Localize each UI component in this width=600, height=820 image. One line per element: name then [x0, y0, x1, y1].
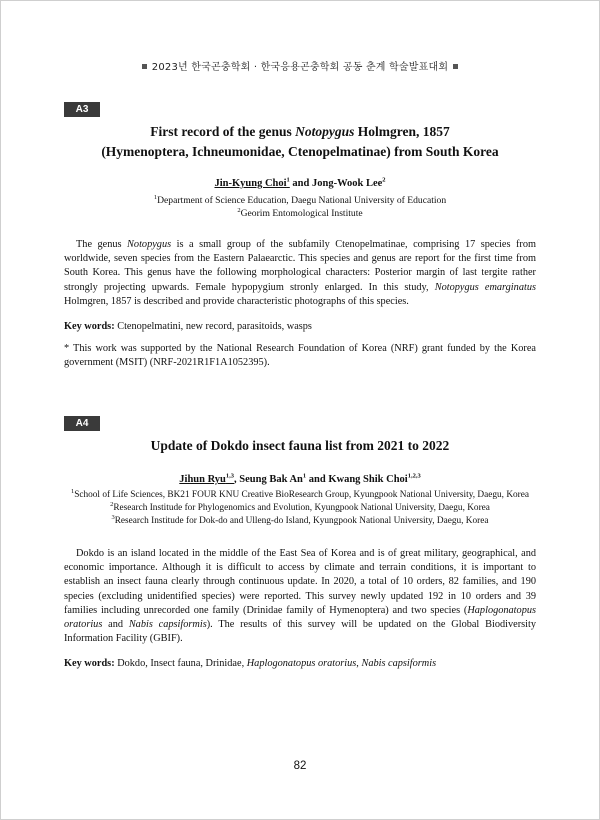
- a3-title: First record of the genus Notopygus Holmgren, 1857 (Hymenoptera, Ichneumonidae, Ctenopelmatinae) from South Korea: [101, 124, 499, 159]
- a3-abstract: The genus Notopygus is a small group of the subfamily Ctenopelmatinae, comprising 17 species from worldwide, seven species from the Eastern Palaearctic. This species and genus are report for the first time from South Korea. This genus have the following morphological characters: Posterior margin of last tergite rather strongly projecting upwards. Female hypopygium stronly enlarged. In this study, Notopygus emarginatus Holmgren, 1857 is described and provide characteristic photographs of this species.: [64, 239, 536, 307]
- a3-keywords: Key words: Ctenopelmatini, new record, parasitoids, wasps: [64, 321, 312, 332]
- page-number: 82: [293, 760, 307, 772]
- a4-keywords: Key words: Dokdo, Insect fauna, Drinidae, Haplogonatopus oratorius, Nabis capsiformis: [64, 658, 437, 669]
- affiliation: $^1$Department of Science Education, Daegu National University of Education: [153, 193, 447, 206]
- abstract-tag-a4: A4: [64, 416, 100, 431]
- affiliation: $^1$School of Life Sciences, BK21 FOUR KNU Creative BioResearch Group, Kyungpook National University, Daegu, Korea: [70, 487, 530, 500]
- a4-title: Update of Dokdo insect fauna list from 2021 to 2022: [150, 438, 450, 453]
- presenting-author: Jihun Ryu$^{1,3}$: [179, 472, 235, 485]
- presenting-author: Jin-Kyung Choi$^1$: [214, 176, 290, 189]
- affiliation: $^2$Georim Entomological Institute: [237, 206, 363, 219]
- a4-abstract: Dokdo is an island located in the middle of the East Sea of Korea and is of great military, geographical, and economic importance. Although it is difficult to access by climate and terrain conditions, it is important to establish an insect fauna clearly through continuous update. In 2020, a total of 10 orders, 82 families, and 190 species (excluding unidentified species) were reported. This survey newly updated 192 in 10 orders and 39 families including unrecorded one family (Drinidae family of Hymenoptera) and two species (Haplogonatopus oratorius and Nabis capsiformis). The results of this survey will be updated on the Global Biodiversity Information Facility (GBIF).: [64, 548, 537, 645]
- abstract-tag-a3: A3: [64, 102, 100, 117]
- a4-affiliations: [20, 489, 580, 528]
- square-bullet-icon: [142, 64, 147, 69]
- running-header: [0, 58, 600, 73]
- a3-affiliations: [40, 194, 560, 220]
- affiliation: $^2$Research Institude for Phylogenomics and Evolution, Kyungpook National University, Daegu, Korea: [110, 500, 490, 513]
- square-bullet-icon: [453, 64, 458, 69]
- affiliation: $^3$Research Institude for Dok-do and Ulleng-do Island, Kyungpook National University, Daegu, Korea: [111, 513, 489, 526]
- header-text: 2023년 한국곤충학회 · 한국응용곤충학회 공동 춘계 학술발표대회: [151, 62, 449, 73]
- a3-funding-note: * This work was supported by the National Research Foundation of Korea (NRF) grant funded by the Korea government (MSIT) (NRF-2021R1F1A1052395).: [64, 343, 536, 369]
- a4-authors: Jihun Ryu$^{1,3}$, Seung Bak An$^1$ and Kwang Shik Choi$^{1,2,3}$: [179, 472, 421, 485]
- a3-authors: Jin-Kyung Choi$^1$ and Jong-Wook Lee$^2$: [214, 176, 386, 189]
